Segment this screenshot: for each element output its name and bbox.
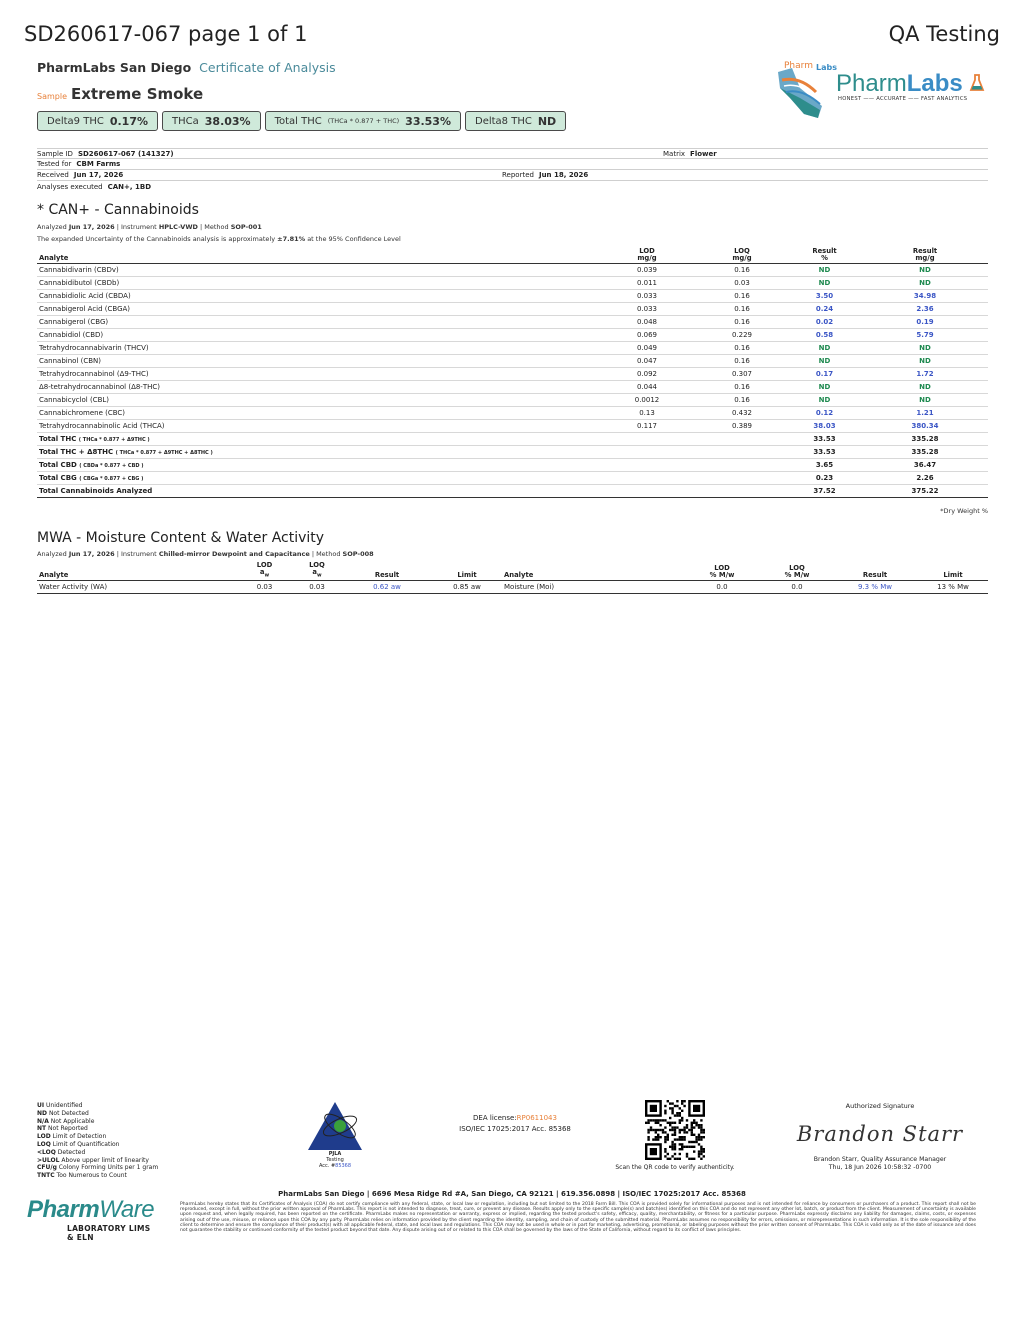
result-pct: 0.24 bbox=[787, 302, 862, 315]
abbreviation-item: NT Not Reported bbox=[37, 1125, 88, 1133]
lab-name: PharmLabs San Diego bbox=[37, 60, 192, 75]
table-row bbox=[37, 341, 988, 354]
mwa-table bbox=[37, 562, 988, 594]
analyte-name: Cannabidiol (CBD) bbox=[37, 328, 597, 341]
pharmlabs-logo bbox=[770, 58, 990, 122]
lod-value: 0.13 bbox=[597, 406, 697, 419]
lab-line bbox=[37, 60, 597, 75]
matrix: Flower bbox=[690, 149, 717, 158]
qr-caption: Scan the QR code to verify authenticity. bbox=[615, 1164, 735, 1171]
abbreviation-item: LOQ Limit of Quantification bbox=[37, 1140, 120, 1148]
loq-value: 0.16 bbox=[697, 315, 787, 328]
table-row bbox=[37, 276, 988, 289]
col-analyte: Analyte bbox=[37, 245, 597, 263]
sample-name: Extreme Smoke bbox=[71, 85, 204, 103]
table-row bbox=[37, 302, 988, 315]
sample-id: SD260617-067 (141327) bbox=[77, 149, 174, 158]
loq-value: 0.16 bbox=[697, 341, 787, 354]
table-header: Analyte LOD $a_w$ LOQ $a_w$ Result Limit Analyte LOD % M/w LOQ % M/w Result Limit bbox=[37, 562, 988, 581]
col-loq: LOQ mg/g bbox=[697, 245, 787, 263]
loq-value: 0.03 bbox=[697, 276, 787, 289]
total-pct: 0.23 bbox=[787, 471, 862, 484]
abbreviation-item: CFU/g Colony Forming Units per 1 gram bbox=[37, 1164, 159, 1172]
lod-value: 0.117 bbox=[597, 419, 697, 432]
analyte-name: Cannabigerol (CBG) bbox=[37, 315, 597, 328]
result-mg: 380.34 bbox=[862, 419, 988, 432]
analyte-name: Δ8-tetrahydrocannabinol (Δ8-THC) bbox=[37, 380, 597, 393]
result-mg: ND bbox=[862, 276, 988, 289]
loq-value: 0.432 bbox=[697, 406, 787, 419]
loq-value: 0.16 bbox=[697, 302, 787, 315]
abbreviation-item: ND Not Detected bbox=[37, 1109, 89, 1117]
pharmware-logo: PharmWare LABORATORY LIMS & ELN bbox=[27, 1196, 155, 1242]
analyte-name: Tetrahydrocannabivarin (THCV) bbox=[37, 341, 597, 354]
result-mg: 1.72 bbox=[862, 367, 988, 380]
received-date: Jun 17, 2026 bbox=[73, 171, 124, 179]
dea-license: DEA license:RP0611043 ISO/IEC 17025:2017 Acc. 85368 bbox=[459, 1114, 571, 1133]
analyte-name: Cannabinol (CBN) bbox=[37, 354, 597, 367]
abbreviation-item: UI Unidentified bbox=[37, 1102, 83, 1109]
result-mg: ND bbox=[862, 341, 988, 354]
total-row bbox=[37, 432, 988, 445]
result-pct: 0.02 bbox=[787, 315, 862, 328]
total-row bbox=[37, 471, 988, 484]
analyte-name: Cannabichromene (CBC) bbox=[37, 406, 597, 419]
badge-value: 38.03% bbox=[204, 114, 251, 128]
table-row bbox=[37, 380, 988, 393]
report-type: QA Testing bbox=[888, 22, 1000, 46]
sample-label: Sample bbox=[37, 92, 67, 101]
svg-text:Labs: Labs bbox=[816, 63, 837, 72]
total-row bbox=[37, 484, 988, 497]
total-pct: 33.53 bbox=[787, 445, 862, 458]
badge-value: 33.53% bbox=[405, 114, 451, 128]
col-result-mg: Result mg/g bbox=[862, 245, 988, 263]
badge-value: ND bbox=[537, 114, 557, 128]
lod-value: 0.033 bbox=[597, 289, 697, 302]
result-mg: 1.21 bbox=[862, 406, 988, 419]
reported-date: Jun 18, 2026 bbox=[538, 171, 589, 179]
result-pct: ND bbox=[787, 393, 862, 406]
total-label: Total THC bbox=[39, 434, 77, 443]
loq-value: 0.389 bbox=[697, 419, 787, 432]
total-pct: 37.52 bbox=[787, 484, 862, 497]
total-label: Total CBG bbox=[39, 473, 77, 482]
loq-value: 0.307 bbox=[697, 367, 787, 380]
badge-value: 0.17% bbox=[109, 114, 149, 128]
mwa-section-title: MWA - Moisture Content & Water Activity bbox=[37, 530, 325, 546]
col-lod: LOD mg/g bbox=[597, 245, 697, 263]
table-row: Water Activity (WA) 0.03 0.03 0.62 aw 0.85 aw Moisture (Moi) 0.0 0.0 9.3 % Mw 13 % Mw bbox=[37, 581, 988, 594]
total-mg: 335.28 bbox=[862, 432, 988, 445]
sample-line bbox=[37, 85, 597, 103]
lod-value: 0.039 bbox=[597, 263, 697, 276]
result-mg: ND bbox=[862, 354, 988, 367]
lod-value: 0.0012 bbox=[597, 393, 697, 406]
abbreviation-legend bbox=[37, 1102, 158, 1180]
total-pct: 3.65 bbox=[787, 458, 862, 471]
info-row: Analyses executed CAN+, 1BD bbox=[37, 182, 152, 191]
cannabinoids-table bbox=[37, 245, 988, 498]
logo-arc-text: Pharm bbox=[784, 61, 813, 71]
result-pct: ND bbox=[787, 263, 862, 276]
loq-value: 0.16 bbox=[697, 380, 787, 393]
table-row bbox=[37, 419, 988, 432]
badge-label: THCa bbox=[172, 115, 199, 127]
footer bbox=[0, 1100, 1024, 1260]
lod-value: 0.011 bbox=[597, 276, 697, 289]
total-formula: ( CBDa * 0.877 + CBD ) bbox=[79, 462, 144, 469]
result-mg: 5.79 bbox=[862, 328, 988, 341]
dry-weight-note: *Dry Weight % bbox=[940, 507, 988, 515]
abbreviation-item: TNTC Too Numerous to Count bbox=[37, 1172, 127, 1180]
mwa-analysis-meta: Analyzed Jun 17, 2026 | Instrument Chilled-mirror Dewpoint and Capacitance | Method SOP-008 bbox=[37, 550, 374, 558]
result-mg: ND bbox=[862, 380, 988, 393]
abbreviation-item: <LOQ Detected bbox=[37, 1148, 86, 1156]
badge-label: Delta8 THC bbox=[475, 115, 532, 127]
abbreviation-item: >ULOL Above upper limit of linearity bbox=[37, 1156, 149, 1164]
total-mg: 375.22 bbox=[862, 484, 988, 497]
badge-formula: (THCa * 0.877 + THC) bbox=[327, 117, 400, 125]
loq-value: 0.16 bbox=[697, 289, 787, 302]
result-mg: ND bbox=[862, 393, 988, 406]
result-pct: ND bbox=[787, 380, 862, 393]
badge-thca bbox=[162, 111, 261, 131]
lab-address: PharmLabs San Diego | 6696 Mesa Ridge Rd #A, San Diego, CA 92121 | 619.356.0898 | ISO/IEC 17025:2017 Acc. 85368 bbox=[278, 1190, 746, 1198]
badge-total-thc bbox=[265, 111, 461, 131]
total-row bbox=[37, 445, 988, 458]
result-pct: ND bbox=[787, 354, 862, 367]
table-header bbox=[37, 245, 988, 263]
table-row bbox=[37, 289, 988, 302]
total-pct: 33.53 bbox=[787, 432, 862, 445]
legal-disclaimer: PharmLabs hereby states that its Certificates of Analysis (COA) do not certify compliance with any federal, state, or local law or regulation, including but not limited to the 2018 Farm Bill. This COA is provided solely for informational purposes and is not intended for reliance by consumers or purchasers of a product. This report shall not be reproduced, except in full, without the prior written approval of PharmLabs. This report is not intended to diagnose, treat, cure, or prevent any disease. Results apply only to the specific sample(s) and batch(es) identified on this COA and do not represent any other lot, batch, or product from the client. Measurement of uncertainty is available upon request and, when legally required, has been reported on the certificate. PharmLabs makes no representation or warranty, express or implied, regarding the tested product's safety, efficacy, quality, merchantability, or fitness for a particular purpose. PharmLabs expressly disclaims any liability for damages, claims, costs, or expenses arising out of the use, misuse, or reliance upon this COA by any party. PharmLabs relies on information provided by the client regarding the identity, sampling, and chain of custody of the submitted material. PharmLabs assumes no responsibility for errors, omissions, or misrepresentations in such information. It is the sole responsibility of the client to determine and ensure the compliance of their product(s) with all applicable federal, state, and local laws and regulations. This COA may not be used in whole or in part for marketing, advertising, promotional, or labeling purposes without the prior written consent of PharmLabs. This COA is valid only as of the date of issuance and does not guarantee the stability or continued conformity of the tested product beyond that date. Any dispute arising out of or related to this COA shall be governed by the laws of the State of California, without regard to its conflict of laws principles. bbox=[180, 1202, 976, 1234]
lod-value: 0.049 bbox=[597, 341, 697, 354]
badge-delta9 bbox=[37, 111, 158, 131]
lod-value: 0.048 bbox=[597, 315, 697, 328]
table-row bbox=[37, 367, 988, 380]
info-row: Tested for CBM Farms bbox=[37, 159, 988, 170]
result-pct: 0.58 bbox=[787, 328, 862, 341]
logo-wordmark: PharmLabs bbox=[836, 70, 985, 98]
table-row bbox=[37, 406, 988, 419]
loq-value: 0.16 bbox=[697, 354, 787, 367]
abbreviation-item: N/A Not Applicable bbox=[37, 1117, 95, 1125]
result-pct: ND bbox=[787, 276, 862, 289]
logo-tagline: HONEST —— ACCURATE —— FAST ANALYTICS bbox=[838, 96, 968, 102]
analyte-name: Cannabidibutol (CBDb) bbox=[37, 276, 597, 289]
table-row bbox=[37, 354, 988, 367]
flask-icon bbox=[969, 73, 985, 93]
info-row: Received Jun 17, 2026 Reported Jun 18, 2026 bbox=[37, 170, 988, 181]
total-mg: 335.28 bbox=[862, 445, 988, 458]
pjla-logo-icon bbox=[300, 1100, 370, 1152]
pjla-badge: PJLA Testing Acc. #85368 bbox=[300, 1100, 370, 1180]
result-pct: 0.17 bbox=[787, 367, 862, 380]
report-id: SD260617-067 page 1 of 1 bbox=[24, 22, 308, 46]
loq-value: 0.16 bbox=[697, 393, 787, 406]
result-mg: 2.36 bbox=[862, 302, 988, 315]
california-globe-icon bbox=[770, 58, 840, 122]
loq-value: 0.16 bbox=[697, 263, 787, 276]
signature-image: Brandon Starr bbox=[796, 1122, 964, 1146]
coa-label: Certificate of Analysis bbox=[199, 60, 336, 75]
badge-delta8 bbox=[465, 111, 566, 131]
result-mg: 0.19 bbox=[862, 315, 988, 328]
lod-value: 0.092 bbox=[597, 367, 697, 380]
table-row bbox=[37, 315, 988, 328]
col-result-pct: Result % bbox=[787, 245, 862, 263]
result-pct: 38.03 bbox=[787, 419, 862, 432]
badge-label: Total THC bbox=[274, 115, 322, 127]
total-label: Total THC + Δ8THC bbox=[39, 447, 114, 456]
analyte-name: Cannabicyclol (CBL) bbox=[37, 393, 597, 406]
can-section-title: * CAN+ - Cannabinoids bbox=[37, 202, 199, 218]
sample-info bbox=[37, 148, 988, 192]
info-row: Sample ID SD260617-067 (141327) Matrix Flower bbox=[37, 148, 988, 159]
lod-value: 0.044 bbox=[597, 380, 697, 393]
table-row bbox=[37, 328, 988, 341]
result-pct: ND bbox=[787, 341, 862, 354]
analyte-name: Cannabidiolic Acid (CBDA) bbox=[37, 289, 597, 302]
total-label: Total Cannabinoids Analyzed bbox=[39, 486, 153, 495]
table-row bbox=[37, 263, 988, 276]
analyte-name: Tetrahydrocannabinolic Acid (THCA) bbox=[37, 419, 597, 432]
can-uncertainty: The expanded Uncertainty of the Cannabinoids analysis is approximately ±7.81% at the 95% Confidence Level bbox=[37, 235, 401, 243]
analyses-executed: CAN+, 1BD bbox=[107, 182, 152, 191]
total-formula: ( CBGa * 0.877 + CBG ) bbox=[79, 475, 144, 482]
signature-block: Authorized Signature Brandon Starr Brandon Starr, Quality Assurance Manager Thu, 18 Jun 2026 10:58:32 -0700 bbox=[780, 1100, 980, 1172]
analyte-name: Tetrahydrocannabinol (Δ9-THC) bbox=[37, 367, 597, 380]
abbreviation-item: LOD Limit of Detection bbox=[37, 1133, 107, 1141]
analyte-name: Cannabidivarin (CBDv) bbox=[37, 263, 597, 276]
header bbox=[37, 60, 597, 103]
top-bar bbox=[24, 20, 1000, 48]
qr-code[interactable] bbox=[645, 1100, 705, 1160]
total-label: Total CBD bbox=[39, 460, 77, 469]
tested-for: CBM Farms bbox=[76, 160, 121, 168]
badge-label: Delta9 THC bbox=[47, 115, 104, 127]
total-formula: ( THCa * 0.877 + Δ9THC ) bbox=[78, 436, 150, 443]
qr-block bbox=[600, 1100, 750, 1171]
can-analysis-meta: Analyzed Jun 17, 2026 | Instrument HPLC-VWD | Method SOP-001 bbox=[37, 223, 262, 231]
table-row bbox=[37, 393, 988, 406]
lod-value: 0.033 bbox=[597, 302, 697, 315]
total-formula: ( THCa * 0.877 + Δ9THC + Δ8THC ) bbox=[115, 449, 213, 456]
result-mg: 34.98 bbox=[862, 289, 988, 302]
analyte-name: Cannabigerol Acid (CBGA) bbox=[37, 302, 597, 315]
lod-value: 0.047 bbox=[597, 354, 697, 367]
result-mg: ND bbox=[862, 263, 988, 276]
lod-value: 0.069 bbox=[597, 328, 697, 341]
result-pct: 3.50 bbox=[787, 289, 862, 302]
total-mg: 2.26 bbox=[862, 471, 988, 484]
total-mg: 36.47 bbox=[862, 458, 988, 471]
result-pct: 0.12 bbox=[787, 406, 862, 419]
total-row bbox=[37, 458, 988, 471]
potency-badges bbox=[37, 111, 566, 131]
loq-value: 0.229 bbox=[697, 328, 787, 341]
